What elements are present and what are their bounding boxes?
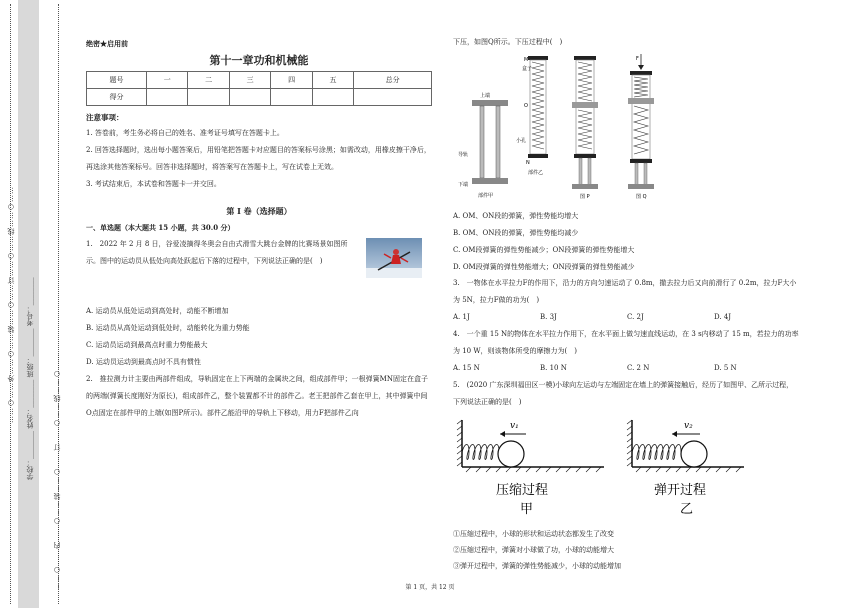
q2-option-a: A. OM、ON段的弹簧，弹性势能均增大 [453, 212, 579, 220]
volume-heading: 第 I 卷（选择题） [226, 206, 292, 216]
q2-option-c: C. OM段弹簧的弹性势能减少；ON段弹簧的弹性势能增大 [453, 246, 635, 254]
label-f: F [636, 56, 639, 62]
label-o: O [524, 103, 528, 109]
question-4-text: 4. 一个重 15 N的物体在水平拉力作用下，在水平面上做匀速直线运动，在 3 s内移动了 15 m，若拉力的功率为 10 W，则该物体所受的摩擦力为( ) [453, 330, 799, 355]
table-cell: 五 [312, 72, 353, 89]
table-cell: 总分 [354, 72, 432, 89]
label-fig-p: 图 P [580, 194, 590, 200]
q1-option-d: D. 运动员运动到最高点时不具有惯性 [86, 358, 201, 366]
score-input [312, 89, 353, 106]
rebound-diagram [627, 420, 744, 517]
label-m: M [524, 57, 529, 63]
q2-option-b: B. OM、ON段的弹簧，弹性势能均减少 [453, 229, 579, 237]
skier-photo [366, 238, 422, 278]
label-compression: 压缩过程 [496, 483, 549, 498]
q1-option-a: A. 运动员从低处运动到高处时，动能不断增加 [86, 307, 229, 315]
question-5-text: 5. (2020 广东深圳福田区一模)小球向左运动与左端固定在墙上的弹簧接触后，经历了如图甲、乙所示过程，下列说法正确的是( ) [453, 381, 794, 406]
score-table [86, 71, 432, 106]
compression-diagram [457, 420, 604, 517]
q4-option-d: D. 5 N [714, 364, 737, 372]
table-cell: 三 [229, 72, 270, 89]
question-3-text: 3. 一物体在水平拉力F的作用下，沿力的方向匀速运动了 0.8m，撤去拉力后又向前滑行了 0.2m，拉力F大小为 5N，拉力F做的功为( ) [453, 279, 797, 304]
note-item: 1. 答卷前，考生务必将自己的姓名、准考证号填写在答题卡上。 [86, 129, 284, 137]
table-row [87, 72, 432, 89]
gauge-figure [456, 52, 671, 202]
label-top: 上端 [480, 93, 491, 99]
label-rail: 导轨 [458, 152, 469, 158]
label-fig-q: 图 Q [636, 194, 647, 200]
q1-option-c: C. 运动员运动到最高点时重力势能最大 [86, 341, 208, 349]
score-input [271, 89, 312, 106]
table-cell: 得分 [87, 89, 147, 106]
score-input [147, 89, 188, 106]
label-bottom: 下端 [458, 182, 469, 188]
q1-option-b: B. 运动员从高处运动到低处时，动能转化为重力势能 [86, 324, 250, 332]
label-box: 盒子 [522, 66, 533, 72]
gutter-outer-text: ……○……外……○……装……○……订……○……线……○…… [7, 186, 15, 424]
page-footer: 第 1 页，共 12 页 [405, 584, 455, 591]
q3-option-a: A. 1J [453, 313, 470, 321]
q3-option-c: C. 2J [627, 313, 644, 321]
gutter-inner-text: ……○……内……○……装……○……订……○……线……○…… [53, 353, 61, 590]
note-item: 3. 考试结束后，本试卷和答题卡一并交回。 [86, 180, 221, 188]
q4-option-c: C. 2 N [627, 364, 650, 372]
label-part-a: 部件甲 [478, 193, 494, 199]
spring-ball-figure [456, 412, 806, 522]
page-title: 第十一章功和机械能 [209, 54, 309, 67]
table-cell: 四 [271, 72, 312, 89]
score-input [229, 89, 270, 106]
gutter-fields: 学校：________ 姓名：________ 班级：________ 考号：________ [26, 277, 34, 480]
q5-statement-3: ③弹开过程中，弹簧的弹性势能减少，小球的动能增加 [453, 562, 621, 570]
label-jia: 甲 [520, 502, 534, 517]
question-1-text: 1. 2022 年 2 月 8 日，谷爱凌摘得冬奥会自由式滑雪大跳台金牌的比赛场景如图所示。图中的运动员从低处向高处跃起后下落的过程中，下列说法正确的是( ) [86, 240, 348, 265]
q2-option-d: D. OM段弹簧的弹性势能增大；ON段弹簧的弹性势能减少 [453, 263, 635, 271]
section-heading: 一、单选题（本大题共 15 小题，共 30.0 分） [86, 223, 235, 232]
label-rebound: 弹开过程 [654, 483, 707, 498]
label-n: N [526, 160, 530, 166]
q5-statement-2: ②压缩过程中，弹簧对小球做了功，小球的动能增大 [453, 546, 614, 554]
label-hole: 小孔 [516, 138, 527, 144]
score-input [354, 89, 432, 106]
q5-statement-1: ①压缩过程中，小球的形状和运动状态都发生了改变 [453, 530, 614, 538]
label-part-b: 部件乙 [528, 170, 544, 176]
table-row [87, 89, 432, 106]
q3-option-d: D. 4J [714, 313, 732, 321]
note-item: 2. 回答选择题时，选出每小题答案后，用铅笔把答题卡对应题目的答案标号涂黑；如需改动，用橡皮擦干净后，再选涂其他答案标号。回答非选择题时，将答案写在答题卡上，写在试卷上无效。 [86, 146, 431, 171]
q4-option-b: B. 10 N [540, 364, 567, 372]
q3-option-b: B. 3J [540, 313, 557, 321]
secret-label: 绝密★启用前 [86, 39, 128, 48]
label-v2: v₂ [684, 421, 693, 431]
q4-option-a: A. 15 N [453, 364, 480, 372]
question-2-text: 2. 推拉测力计主要由两部件组成，导轨固定在上下两端的金属块之间，组成部件甲；一根弹簧MN固定在盒子的两端(弹簧长度刚好为原长)，组成部件乙，整个装置都不计的部件乙。老王把部件乙套在甲上，其中弹簧中间O点固定在部件甲的上端(如图P所示)。部件乙能沿甲的导轨上下移动，用力F把部件乙向 [86, 375, 428, 417]
binding-margin [0, 0, 68, 608]
label-yi: 乙 [680, 502, 694, 517]
question-2-continuation: 下压，如图Q所示。下压过程中( ) [453, 38, 563, 46]
notes-heading: 注意事项： [86, 113, 124, 122]
score-input [188, 89, 229, 106]
table-cell: 二 [188, 72, 229, 89]
table-cell: 一 [147, 72, 188, 89]
table-cell: 题号 [87, 72, 147, 89]
label-v1: v₁ [510, 421, 519, 431]
